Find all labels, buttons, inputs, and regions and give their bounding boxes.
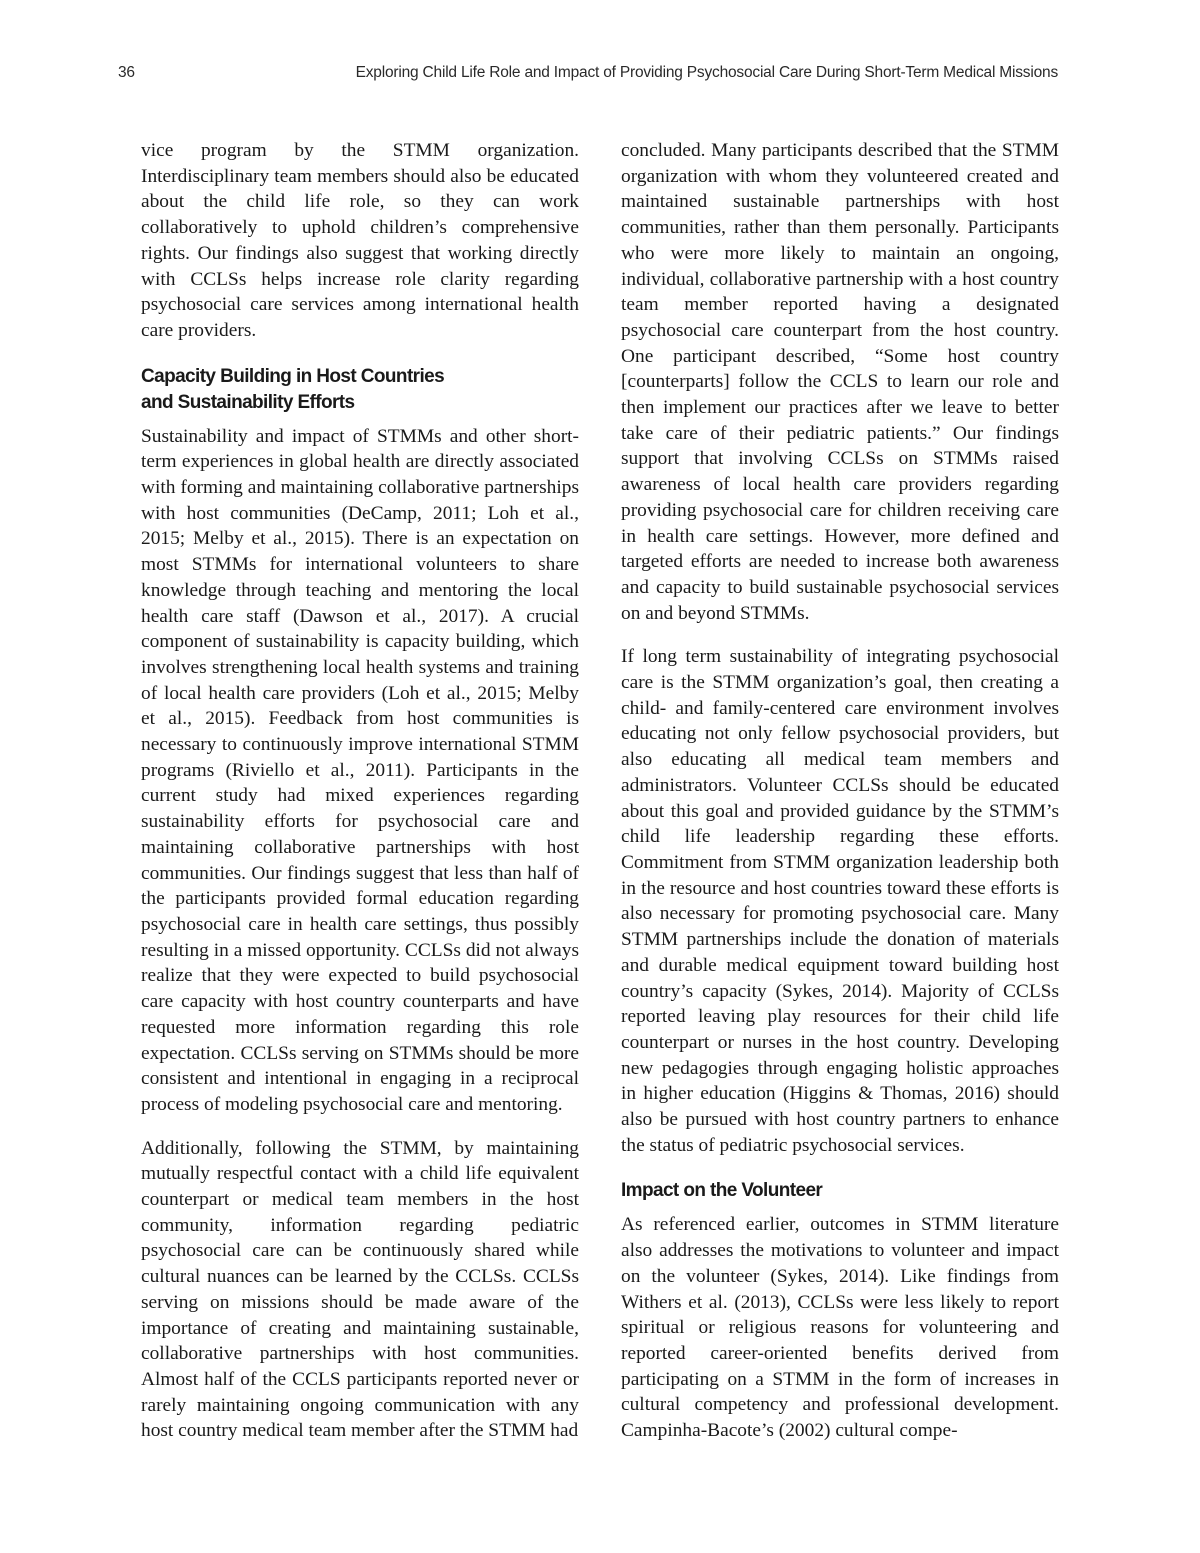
section-heading-capacity-building	[141, 364, 579, 416]
body-paragraph: If long term sustainability of integrating psychosocial care is the STMM organization’s goal, then creating a child- and family-centered care environment involves educating not only fellow psychosocial providers, but also educating all medical team members and administrators. Volunteer CCLSs should be educated about this goal and provided guidance by the STMM’s child life leadership regarding these efforts. Commitment from STMM organization leadership both in the resource and host countries toward these efforts is also necessary for promoting psychosocial care. Many STMM partnerships include the donation of materials and durable medical equipment toward building host country’s capacity (Sykes, 2014). Majority of CCLSs reported leaving play resources for their child life counterpart or nurses in the host country. Developing new pedagogies through engaging holistic approaches in higher education (Higgins & Thomas, 2016) should also be pursued with host country partners to enhance the status of pediatric psychosocial services.	[621, 646, 1059, 1156]
heading-line: Capacity Building in Host Countries	[141, 365, 445, 387]
right-column	[621, 138, 1059, 1462]
section-heading-impact-on-volunteer: Impact on the Volunteer	[621, 1180, 823, 1202]
body-paragraph: Sustainability and impact of STMMs and other short-term experiences in global health are directly associated with forming and maintaining collaborative partnerships with host communities (DeCamp, 2011; Loh et al., 2015; Melby et al., 2015). There is an expectation on most STMMs for international volunteers to share knowledge through teaching and mentoring the local health care staff (Dawson et al., 2017). A crucial component of sustainability is capacity building, which involves strengthening local health systems and training of local health care providers (Loh et al., 2015; Melby et al., 2015). Feedback from host communities is necessary to continuously improve international STMM programs (Riviello et al., 2011). Participants in the current study had mixed experiences regarding sustainability efforts for psychosocial care and maintaining collaborative partnerships with host communities. Our findings suggest that less than half of the participants provided formal education regarding psychosocial care in health care settings, thus possibly resulting in a missed opportunity. CCLSs did not always realize that they were expected to build psychosocial care capacity with host country counterparts and have requested more information regarding this role expectation. CCLSs serving on STMMs should be more consistent and intentional in engaging in a reciprocal process of modeling psychosocial care and mentoring.	[141, 425, 579, 1115]
body-paragraph: Additionally, following the STMM, by maintaining mutually respectful contact with a child life equivalent counterpart or medical team members in the host community, information regarding pediatric psychosocial care can be continuously shared while cultural nuances can be learned by the CCLSs. CCLSs serving on missions should be made aware of the importance of creating and maintaining sustainable, collaborative partnerships with host communities. Almost half of the CCLS participants reported never or rarely maintaining ongoing communication with any host country medical team member after the STMM had	[141, 1137, 579, 1442]
body-paragraph: As referenced earlier, outcomes in STMM literature also addresses the motivations to volunteer and impact on the volunteer (Sykes, 2014). Like findings from Withers et al. (2013), CCLSs were less likely to report spiritual or religious reasons for volunteering and reported career-oriented benefits derived from participating on a STMM in the form of increases in cultural competency and professional development. Campinha-Bacote’s (2002) cultural compe-	[621, 1214, 1059, 1442]
running-title: Exploring Child Life Role and Impact of Providing Psychosocial Care During Short-Term Medical Missions	[355, 64, 1058, 81]
running-head	[118, 64, 1058, 90]
body-paragraph: concluded. Many participants described that the STMM organization with whom they volunteered created and maintained sustainable partnerships with host communities, rather than them personally. Participants who were more likely to maintain an ongoing, individual, collaborative partnership with a host country team member reported having a designated psychosocial care counterpart from the host country. One participant described, “Some host country [counterparts] follow the CCLS to learn our role and then implement our practices after we leave to better take care of their pediatric patients.” Our findings support that involving CCLSs on STMMs raised awareness of local health care providers regarding providing psychosocial care for children receiving care in health care settings. However, more defined and targeted efforts are needed to increase both awareness and capacity to build sustainable psychosocial services on and beyond STMMs.	[621, 140, 1059, 624]
heading-line: and Sustainability Efforts	[141, 391, 355, 413]
page-number: 36	[118, 64, 135, 81]
left-column	[141, 138, 579, 1462]
body-paragraph: vice program by the STMM organization. Interdisciplinary team members should also be educated about the child life role, so they can work collaboratively to uphold children’s comprehensive rights. Our findings also suggest that working directly with CCLSs helps increase role clarity regarding psychosocial care services among international health care providers.	[141, 140, 579, 341]
